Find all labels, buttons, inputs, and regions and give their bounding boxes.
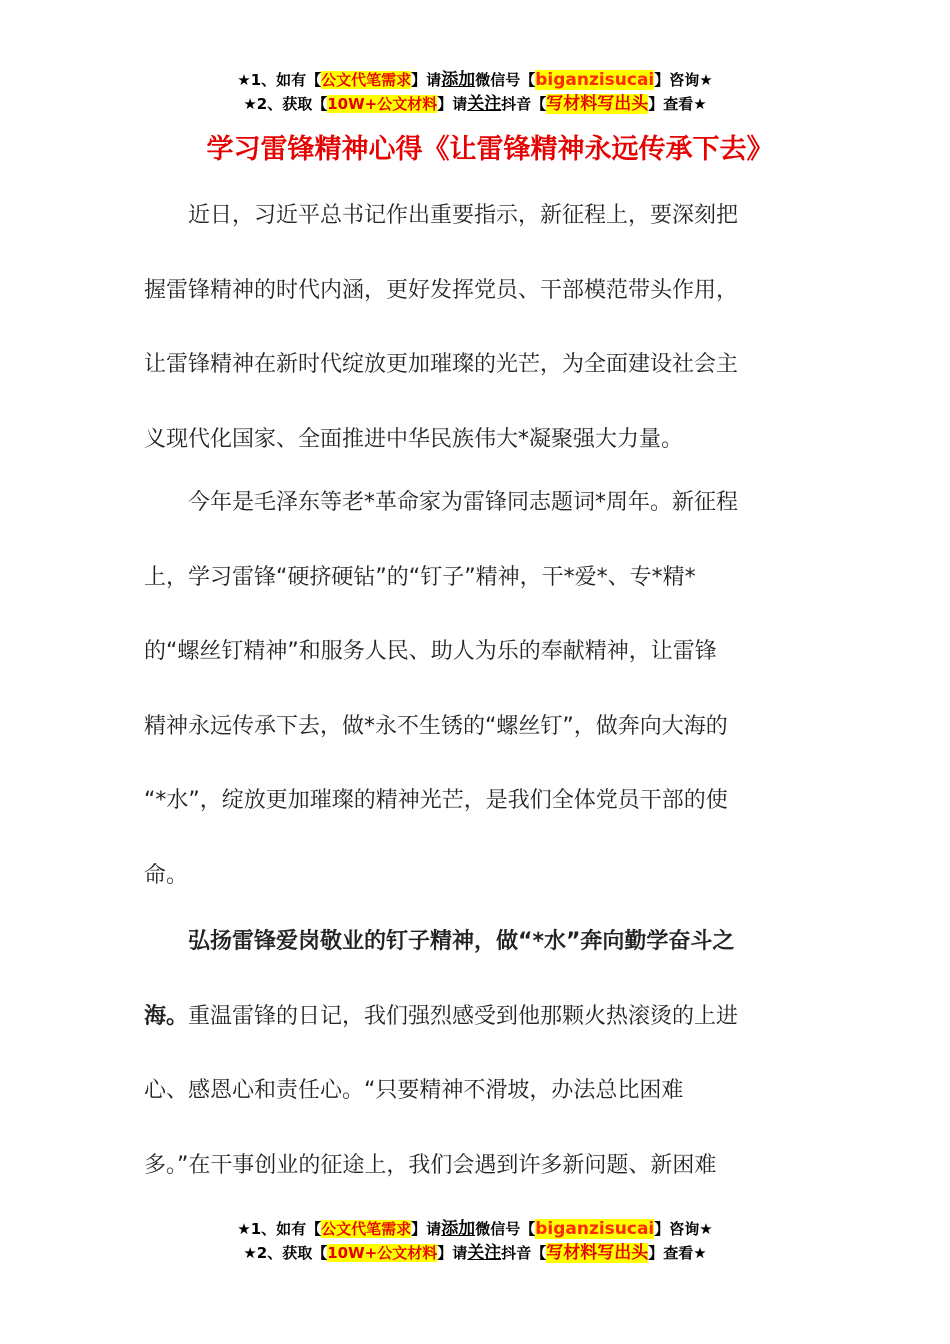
banner-underline: 添加 <box>441 70 476 90</box>
text-line: 命。 <box>144 862 189 888</box>
bold-heading-end: 海。 <box>144 1003 189 1029</box>
banner-text: 】请 <box>411 1220 442 1238</box>
banner-underline: 关注 <box>467 1243 502 1263</box>
text-line: “*水”，绽放更加璀璨的精神光芒，是我们全体党员干部的使 <box>144 788 728 813</box>
text-line: 精神永远传承下去，做*永不生锈的“螺丝钉”，做奔向大海的 <box>144 713 728 739</box>
banner-text: ★2、获取【 <box>243 95 328 113</box>
banner-highlight: 公文代笔需求 <box>321 1220 412 1238</box>
text-line: 上，学习雷锋“硬挤硬钻”的“钉子”精神，干*爱*、专*精* <box>144 564 696 590</box>
banner-text: 】咨询★ <box>654 1220 713 1238</box>
text-line: 今年是毛泽东等老*革命家为雷锋同志题词*周年。新征程 <box>188 490 739 515</box>
paragraph-2 <box>144 466 806 913</box>
banner-text: 抖音【 <box>501 1244 547 1262</box>
banner-line-1 <box>0 68 950 92</box>
banner-line-2 <box>0 1241 950 1265</box>
banner-underline: 关注 <box>467 94 502 114</box>
paragraph-3 <box>144 905 806 1203</box>
text-span: 重温雷锋的日记，我们强烈感受到他那颗火热滚烫的上进 <box>188 1003 739 1029</box>
text-line: 义现代化国家、全面推进中华民族伟大*凝聚强大力量。 <box>144 426 684 452</box>
wechat-id: biganzisucai <box>535 1219 655 1239</box>
text-line: 让雷锋精神在新时代绽放更加璀璨的光芒，为全面建设社会主 <box>144 352 739 377</box>
banner-text: ★1、如有【 <box>237 71 322 89</box>
banner-text: 】请 <box>437 95 468 113</box>
text-line: 握雷锋精神的时代内涵，更好发挥党员、干部模范带头作用， <box>144 277 739 303</box>
banner-highlight: 10W+公文材料 <box>327 95 438 113</box>
text-line: 近日，习近平总书记作出重要指示，新征程上，要深刻把 <box>188 203 739 228</box>
banner-underline: 添加 <box>441 1219 476 1239</box>
banner-text: ★2、获取【 <box>243 1244 328 1262</box>
top-promo-banner <box>0 68 950 116</box>
banner-highlight: 10W+公文材料 <box>327 1244 438 1262</box>
douyin-name: 写材料写出头 <box>546 94 649 114</box>
document-title: 学习雷锋精神心得《让雷锋精神永远传承下去》 <box>206 134 774 165</box>
banner-text: 微信号【 <box>475 1220 536 1238</box>
banner-text: 微信号【 <box>475 71 536 89</box>
banner-text: ★1、如有【 <box>237 1220 322 1238</box>
banner-text: 】请 <box>411 71 442 89</box>
banner-text: 】请 <box>437 1244 468 1262</box>
banner-text: 抖音【 <box>501 95 547 113</box>
banner-highlight: 公文代笔需求 <box>321 71 412 89</box>
bold-heading-line: 弘扬雷锋爱岗敬业的钉子精神，做“*水”奔向勤学奋斗之 <box>188 929 735 954</box>
text-line: 心、感恩心和责任心。“只要精神不滑坡，办法总比困难 <box>144 1078 684 1103</box>
banner-text: 】咨询★ <box>654 71 713 89</box>
paragraph-1 <box>144 179 806 477</box>
banner-text: 】查看★ <box>648 95 707 113</box>
wechat-id: biganzisucai <box>535 70 655 90</box>
banner-line-2 <box>0 92 950 116</box>
text-line: 的“螺丝钉精神”和服务人民、助人为乐的奉献精神，让雷锋 <box>144 639 717 664</box>
bottom-promo-banner <box>0 1217 950 1265</box>
text-line: 多。”在干事创业的征途上，我们会遇到许多新问题、新困难 <box>144 1152 717 1178</box>
banner-text: 】查看★ <box>648 1244 707 1262</box>
banner-line-1 <box>0 1217 950 1241</box>
text-line <box>144 980 806 1055</box>
douyin-name: 写材料写出头 <box>546 1243 649 1263</box>
